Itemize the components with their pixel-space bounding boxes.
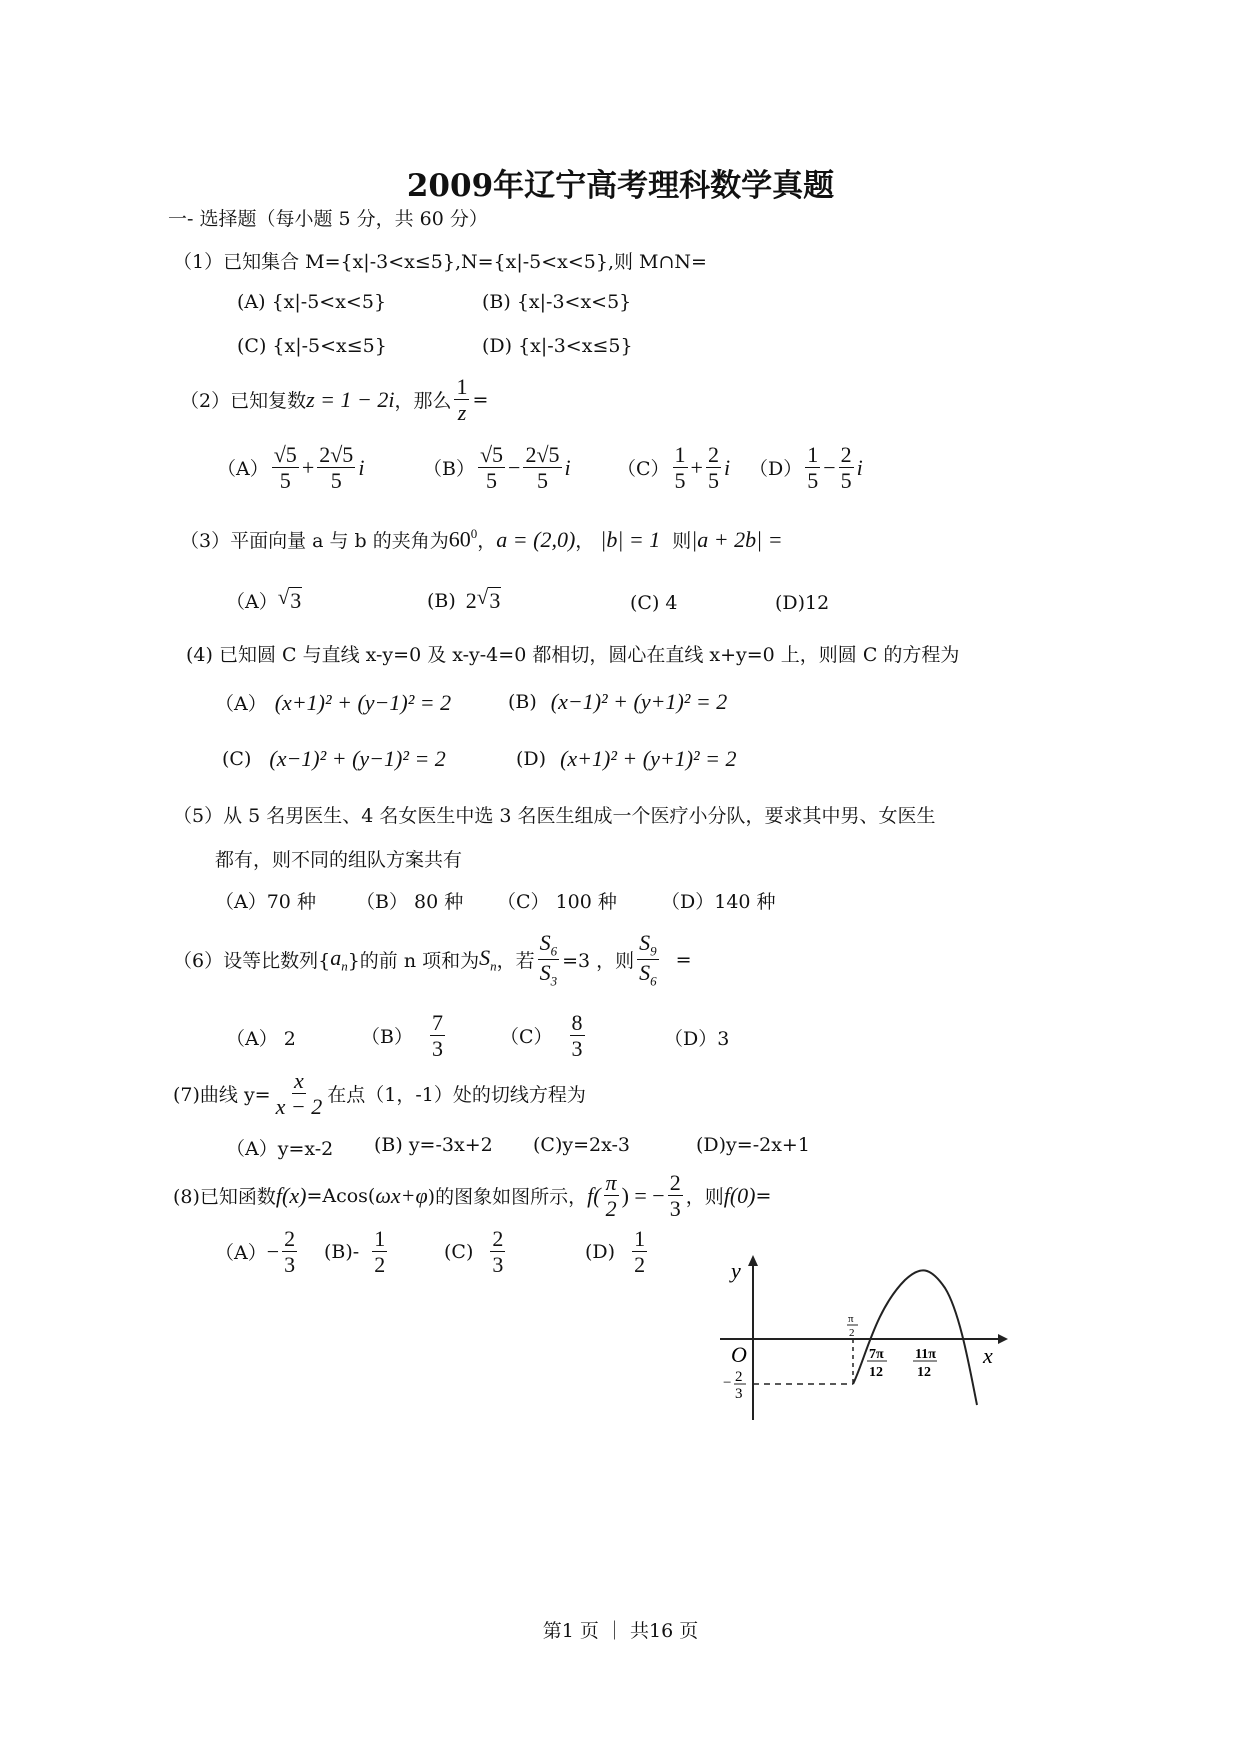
frac-den: 5 [330, 468, 342, 494]
q5-option-a: （A）70 种 [215, 891, 316, 913]
q8-stem [173, 1170, 771, 1222]
q1-option-a: (A) {x|-5<x<5} [237, 291, 387, 313]
option-label: (C) [444, 1240, 474, 1263]
frac [490, 1226, 505, 1278]
option-label: (B) [427, 589, 456, 612]
symbol: S [639, 960, 651, 986]
q7-suffix: 在点（1，-1）处的切线方程为 [327, 1084, 586, 1107]
q3-option-b [427, 587, 501, 614]
q6-mid2: ，若 [496, 950, 535, 973]
q6-option-a: （A） 2 [226, 1028, 296, 1050]
q3-then: 则 [672, 530, 692, 552]
frac [570, 1010, 585, 1062]
q6-frac1 [538, 930, 560, 990]
frac [282, 1226, 297, 1278]
minus-sign: − [508, 454, 521, 480]
frac-den: x − 2 [275, 1094, 323, 1120]
radicand: 3 [290, 588, 302, 613]
q4-option-c [222, 746, 446, 772]
q4-stem: (4) 已知圆 C 与直线 x-y=0 及 x-y-4=0 都相切，圆心在直线 x+y=0 上，则圆 C 的方程为 [186, 644, 960, 666]
frac-num: 2√5 [319, 442, 354, 467]
imag-unit: i [856, 454, 863, 480]
x-axis-label: x [983, 1343, 993, 1368]
q4-option-a [215, 689, 451, 716]
plus-sign: + [690, 454, 703, 480]
frac [372, 1226, 387, 1278]
symbol: S [639, 930, 651, 955]
q2-option-d [749, 442, 863, 494]
q8-mid3: ，则 [685, 1186, 724, 1209]
option-label: （A） [215, 693, 267, 715]
frac-den: z [457, 400, 467, 426]
page-footer: 第1 页 ｜ 共16 页 [542, 1620, 699, 1642]
q8-f-close: ) = − [621, 1182, 665, 1208]
symbol: S [479, 945, 491, 971]
imag-unit: i [723, 454, 731, 480]
frac-num: 2√5 [525, 442, 560, 467]
q8-option-c [444, 1226, 508, 1278]
frac [706, 442, 721, 494]
frac-num: x [294, 1068, 304, 1093]
frac [673, 442, 688, 494]
q5-option-c: （C） 100 种 [497, 891, 617, 913]
option-label: （D） [749, 458, 803, 481]
subscript: 6 [650, 973, 657, 989]
frac [523, 442, 561, 494]
option-label: （A） [215, 1242, 267, 1265]
q1-option-d: (D) {x|-3<x≤5} [482, 335, 633, 357]
q3-option-c: (C) 4 [630, 592, 678, 614]
imag-unit: i [564, 454, 571, 480]
frac-num: 1 [634, 1226, 646, 1251]
y-axis-label: y [731, 1258, 741, 1283]
q6-option-b [361, 1010, 448, 1062]
frac-den: 5 [707, 468, 719, 494]
q8-option-d [585, 1226, 650, 1278]
frac-den: 5 [537, 468, 548, 494]
q1-option-c: (C) {x|-5<x≤5} [237, 335, 387, 357]
q3-prefix: （3）平面向量 a 与 b 的夹角为 [180, 530, 449, 552]
subscript: n [490, 958, 497, 974]
q8-fx: f(x) [275, 1182, 307, 1208]
option-label: (C) [222, 748, 252, 770]
radical-icon: √ [277, 585, 290, 609]
q6-frac2 [637, 930, 659, 990]
option-label: (D) [516, 748, 547, 770]
q6-sn [479, 945, 497, 974]
subscript: 9 [650, 943, 657, 959]
option-label: （B） [423, 458, 475, 481]
symbol: S [539, 930, 551, 955]
radical-icon: √ [476, 585, 489, 609]
q6-stem [173, 930, 692, 990]
tick-11pi-12-top: 11π [915, 1347, 936, 1362]
option-label: （C） [617, 458, 670, 481]
option-label: (B)- [324, 1240, 360, 1263]
q5-line1: （5）从 5 名男医生、4 名女医生中选 3 名医生组成一个医疗小分队，要求其中男、女医生 [173, 805, 936, 827]
frac-num: 1 [807, 442, 819, 467]
frac-num: 7 [431, 1010, 443, 1035]
option-label: （A） [226, 591, 278, 613]
page-title: 2009年辽宁高考理科数学真题 [406, 168, 835, 204]
equation: (x−1)² + (y−1)² = 2 [269, 746, 446, 771]
frac [430, 1010, 445, 1062]
q2-mid: ，那么 [394, 390, 452, 413]
q8-option-b [324, 1226, 390, 1278]
radicand: 3 [489, 588, 501, 613]
tick-7pi-12-bottom: 12 [869, 1365, 883, 1380]
frac-den: 3 [669, 1196, 681, 1222]
frac-den: 5 [840, 468, 852, 494]
pi-over-2-top: π [848, 1313, 854, 1325]
q7-frac [274, 1068, 325, 1120]
q6-prefix: （6）设等比数列{ [173, 950, 331, 973]
q7-stem [173, 1068, 586, 1120]
q6-eq: = [675, 948, 692, 971]
q2-option-c [617, 442, 730, 494]
q8-f-open: f( [587, 1182, 601, 1208]
q3-stem [180, 526, 783, 553]
comma: ， [575, 530, 595, 552]
plus-sign: + [301, 454, 315, 480]
q2-option-a [217, 442, 364, 494]
frac-den: 2 [634, 1252, 646, 1278]
equation: (x−1)² + (y+1)² = 2 [550, 689, 728, 714]
q3-target: |a + 2b| = [691, 526, 783, 552]
q7-prefix: (7)曲线 y= [173, 1084, 271, 1107]
frac-den: 3 [571, 1036, 583, 1062]
minus-sign: − [823, 454, 836, 480]
q7-option-d: (D)y=-2x+1 [696, 1134, 810, 1156]
frac [805, 442, 820, 494]
frac-den [538, 960, 560, 989]
frac-den: 3 [284, 1252, 296, 1278]
neg-two-thirds-sign: − [723, 1375, 732, 1391]
q1-option-b: (B) {x|-3<x<5} [482, 291, 632, 313]
frac-num: √5 [479, 442, 504, 467]
frac-num: √5 [273, 442, 297, 467]
frac-num: 1 [674, 442, 686, 467]
q8-prefix: (8)已知函数 [173, 1186, 276, 1209]
neg-two-thirds-bottom: 3 [735, 1386, 743, 1402]
frac-num [637, 930, 659, 960]
imag-unit: i [358, 454, 365, 480]
q5-option-d: （D）140 种 [661, 891, 776, 913]
cosine-graph-figure [715, 1250, 1015, 1430]
subscript: 3 [550, 973, 558, 989]
q6-option-c [500, 1010, 588, 1062]
q3-a-vector: a = (2,0) [496, 526, 576, 552]
section-heading: 一- 选择题（每小题 5 分，共 60 分） [168, 208, 488, 230]
q2-frac [454, 374, 469, 426]
equation: (x+1)² + (y+1)² = 2 [560, 746, 737, 771]
frac-num: 2 [707, 442, 719, 467]
q4-option-b [508, 689, 727, 715]
frac [632, 1226, 647, 1278]
frac-den: 5 [279, 468, 291, 494]
q6-mid1: }的前 n 项和为 [347, 950, 480, 973]
frac-num: 2 [669, 1170, 681, 1195]
option-label: (D) [585, 1240, 616, 1263]
frac-den: 5 [674, 468, 686, 494]
sqrt [278, 587, 303, 614]
frac-den: 3 [431, 1036, 443, 1062]
y-axis-arrow-icon [748, 1255, 758, 1266]
q8-val-frac [668, 1170, 683, 1222]
frac-den: 5 [807, 468, 819, 494]
frac [317, 442, 355, 494]
q8-mid2: )的图象如图所示， [427, 1186, 588, 1209]
q5-option-b: （B） 80 种 [356, 891, 464, 913]
frac-num: 2 [840, 442, 852, 467]
q2-z-expr: z = 1 − 2i [306, 386, 395, 412]
frac-num: 2 [492, 1226, 504, 1251]
frac-num: 8 [571, 1010, 583, 1035]
frac-den: 3 [492, 1252, 504, 1278]
coefficient: 2 [465, 587, 477, 613]
q3-angle [449, 526, 478, 552]
origin-label: O [731, 1342, 747, 1367]
q7-option-a: （A）y=x-2 [226, 1138, 334, 1160]
q3-option-d: (D)12 [775, 592, 830, 614]
frac [478, 442, 505, 494]
sqrt [477, 587, 502, 614]
tick-11pi-12-bottom: 12 [917, 1365, 931, 1380]
tick-7pi-12-top: 7π [869, 1347, 884, 1362]
option-label: （B） [361, 1026, 413, 1049]
q8-pi-frac [604, 1170, 619, 1222]
q8-option-a [215, 1226, 300, 1278]
q6-an [330, 945, 348, 974]
q3-option-a [226, 587, 302, 614]
symbol: S [539, 960, 551, 986]
frac [272, 442, 299, 494]
frac [839, 442, 854, 494]
q7-option-c: (C)y=2x-3 [533, 1134, 630, 1156]
angle-sup: 0 [470, 526, 478, 542]
minus-sign: − [266, 1238, 280, 1264]
q7-option-b: (B) y=-3x+2 [374, 1134, 493, 1156]
frac-den: 5 [486, 468, 497, 494]
q2-option-b [423, 442, 571, 494]
subscript: n [341, 958, 348, 974]
comma: ， [477, 530, 497, 552]
x-axis-arrow-icon [998, 1334, 1008, 1344]
frac-num: π [605, 1170, 617, 1195]
option-label: （A） [217, 458, 269, 481]
q2-eq: = [472, 388, 489, 411]
q3-b-norm: |b| = 1 [600, 526, 661, 552]
q1-stem: （1）已知集合 M={x|-3<x≤5},N={x|-5<x<5},则 M∩N= [173, 251, 707, 273]
frac-den: 2 [374, 1252, 386, 1278]
frac-num [538, 930, 560, 960]
q2-prefix: （2）已知复数 [180, 390, 307, 413]
q6-option-d: （D）3 [664, 1028, 730, 1050]
equation: (x+1)² + (y−1)² = 2 [274, 689, 452, 715]
q6-mid3: =3 ，则 [562, 950, 635, 973]
option-label: (B) [508, 691, 537, 713]
symbol: a [330, 945, 342, 971]
frac-den: 2 [605, 1196, 617, 1222]
frac-den [637, 960, 659, 989]
option-label: （C） [500, 1026, 553, 1049]
q4-option-d [516, 746, 736, 772]
neg-two-thirds-top: 2 [735, 1369, 743, 1385]
subscript: 6 [550, 943, 558, 959]
q2-stem [180, 374, 488, 426]
cosine-curve [853, 1270, 977, 1405]
frac-num: 2 [284, 1226, 296, 1251]
frac-num: 1 [374, 1226, 386, 1251]
q8-eq: = [755, 1184, 772, 1207]
q8-arg: ωx+φ [375, 1182, 428, 1208]
q8-f0: f(0) [723, 1182, 756, 1208]
q8-mid1: =Acos( [306, 1184, 376, 1207]
angle-value: 60 [448, 526, 471, 552]
pi-over-2-bottom: 2 [849, 1327, 855, 1339]
frac-num: 1 [456, 374, 468, 399]
q5-line2: 都有，则不同的组队方案共有 [215, 849, 463, 871]
